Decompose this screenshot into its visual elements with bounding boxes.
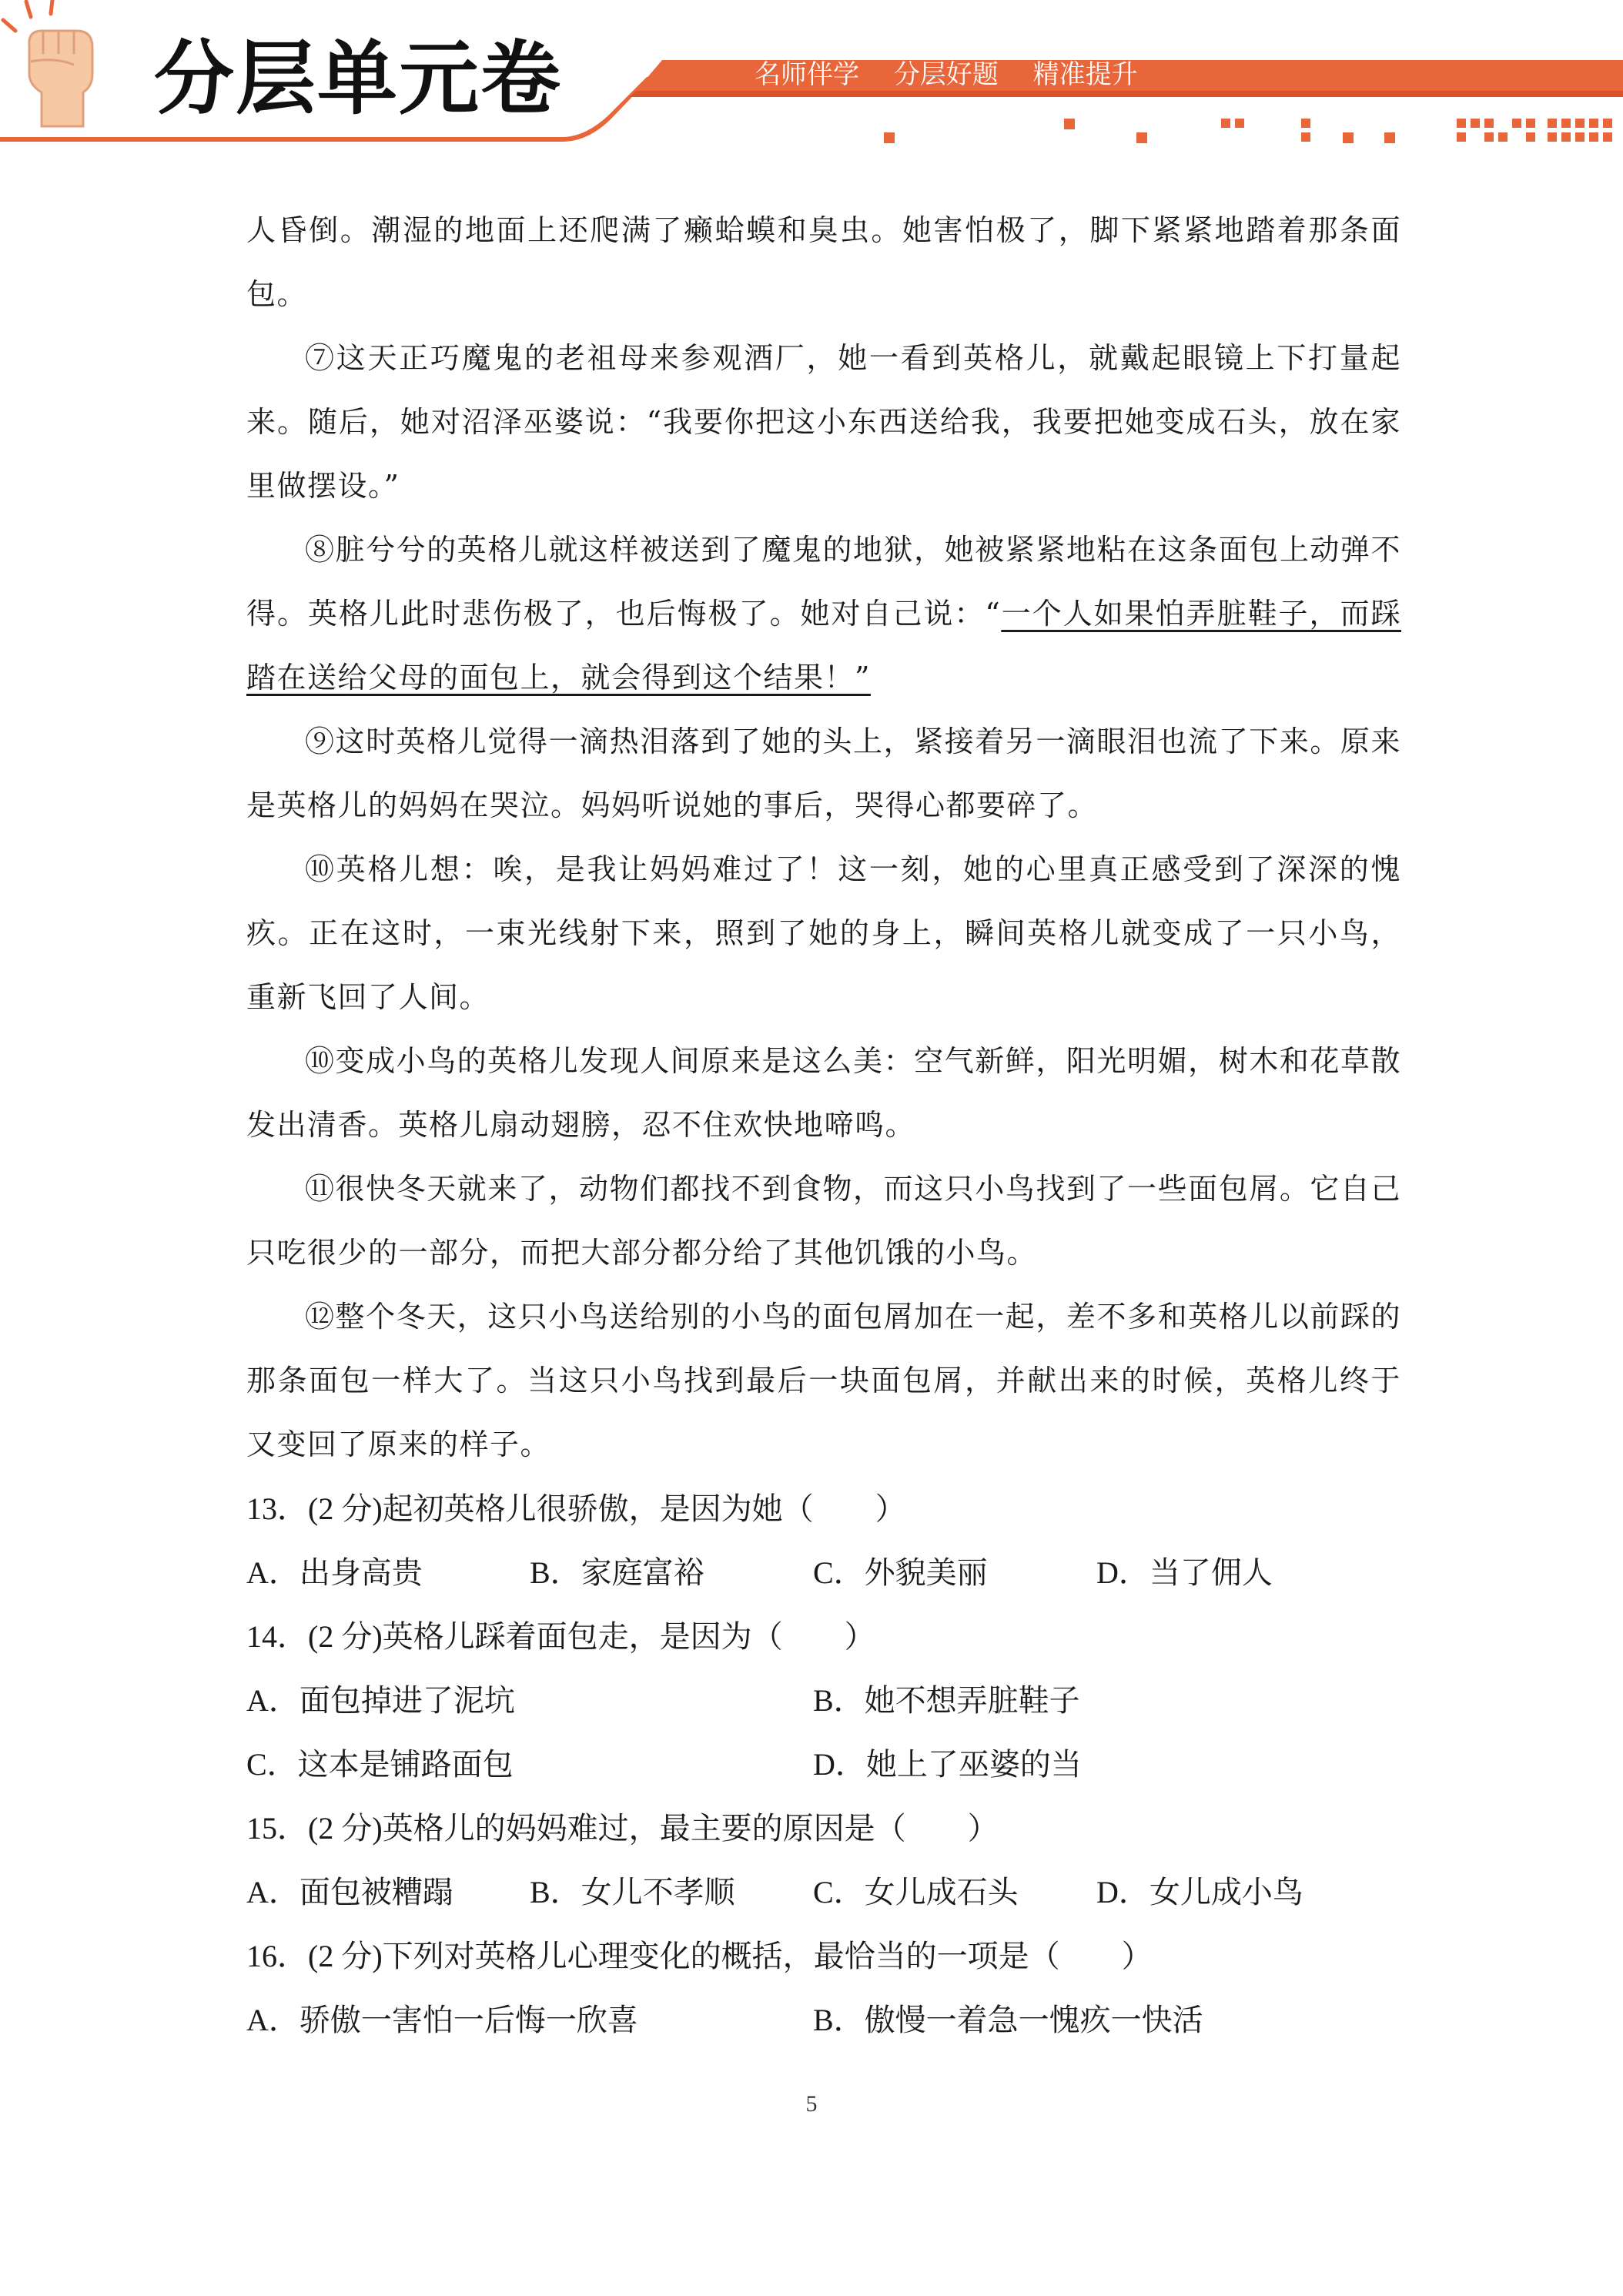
raised-fist-icon [0, 0, 115, 131]
option-c: C．女儿成石头 [813, 1875, 1019, 1909]
option-c: C．外貌美丽 [813, 1555, 988, 1590]
page-header [0, 0, 1623, 162]
option-b: B．家庭富裕 [530, 1555, 704, 1590]
option-b: B．傲慢一着急一愧疚一快活 [813, 2003, 1203, 2037]
passage-paragraph-10b: ⑩变成小鸟的英格儿发现人间原来是这么美：空气新鲜，阳光明媚，树木和花草散发出清香。英格儿扇动翅膀，忍不住欢快地啼鸣。 [246, 1044, 1401, 1142]
passage-paragraph-11: ⑪很快冬天就来了，动物们都找不到食物，而这只小鸟找到了一些面包屑。它自己只吃很少的一部分，而把大部分都分给了其他饥饿的小鸟。 [246, 1172, 1401, 1270]
paragraph-8-text: ⑧脏兮兮的英格儿就这样被送到了魔鬼的地狱，她被紧紧地粘在这条面包上动弹不得。英格儿此时悲伤极了，也后悔极了。她对自己说：“ [246, 533, 1401, 631]
option-d: D．她上了巫婆的当 [813, 1747, 1082, 1782]
passage-paragraph-9: ⑨这时英格儿觉得一滴热泪落到了她的头上，紧接着另一滴眼泪也流了下来。原来是英格儿的妈妈在哭泣。妈妈听说她的事后，哭得心都要碎了。 [246, 725, 1401, 822]
option-b: B．女儿不孝顺 [530, 1875, 735, 1909]
option-b: B．她不想弄脏鞋子 [813, 1683, 1080, 1718]
option-a: A．骄傲一害怕一后悔一欣喜 [246, 2003, 638, 2037]
question-16-options [246, 1988, 1401, 2052]
passage-paragraph-12: ⑫整个冬天，这只小鸟送给别的小鸟的面包屑加在一起，差不多和英格儿以前踩的那条面包一样大了。当这只小鸟找到最后一块面包屑，并献出来的时候，英格儿终于又变回了原来的样子。 [246, 1300, 1401, 1461]
question-14-options-row-1 [246, 1668, 1401, 1732]
option-c: C．这本是铺路面包 [246, 1747, 514, 1782]
question-13: 13．(2 分)起初英格儿很骄傲，是因为她（ ） [246, 1491, 906, 1526]
slogan-3: 精准提升 [1032, 59, 1138, 90]
brand-title: 分层单元卷 [154, 32, 563, 126]
option-a: A．出身高贵 [246, 1555, 423, 1590]
question-16: 16．(2 分)下列对英格儿心理变化的概括，最恰当的一项是（ ） [246, 1939, 1153, 1973]
passage-paragraph-10: ⑩英格儿想：唉，是我让妈妈难过了！这一刻，她的心里真正感受到了深深的愧疚。正在这时，一束光线射下来，照到了她的身上，瞬间英格儿就变成了一只小鸟，重新飞回了人间。 [246, 852, 1401, 1014]
slogan-1: 名师伴学 [755, 59, 859, 90]
passage-paragraph: 人昏倒。潮湿的地面上还爬满了癞蛤蟆和臭虫。她害怕极了，脚下紧紧地踏着那条面包。 [246, 213, 1401, 311]
slogan-2: 分层好题 [893, 59, 999, 90]
passage-paragraph-7: ⑦这天正巧魔鬼的老祖母来参观酒厂，她一看到英格儿，就戴起眼镜上下打量起来。随后，她对沼泽巫婆说：“我要你把这小东西送给我，我要把她变成石头，放在家里做摆设。” [246, 341, 1401, 503]
page-content [246, 199, 1401, 2052]
question-13-options [246, 1541, 1401, 1605]
page-number: 5 [805, 2091, 818, 2117]
option-d: D．女儿成小鸟 [1096, 1875, 1303, 1909]
option-a: A．面包被糟蹋 [246, 1875, 453, 1909]
question-15: 15．(2 分)英格儿的妈妈难过，最主要的原因是（ ） [246, 1811, 999, 1846]
question-14: 14．(2 分)英格儿踩着面包走，是因为（ ） [246, 1619, 875, 1654]
question-14-options-row-2 [246, 1732, 1401, 1796]
question-15-options [246, 1860, 1401, 1924]
header-slogan [755, 59, 1164, 90]
option-a: A．面包掉进了泥坑 [246, 1683, 515, 1718]
passage-paragraph-8 [246, 518, 1401, 710]
option-d: D．当了佣人 [1096, 1555, 1273, 1590]
underlined-sentence: 一个人如果怕弄脏鞋子，而踩踏在送给父母的面包上，就会得到这个结果！” [246, 597, 1401, 694]
